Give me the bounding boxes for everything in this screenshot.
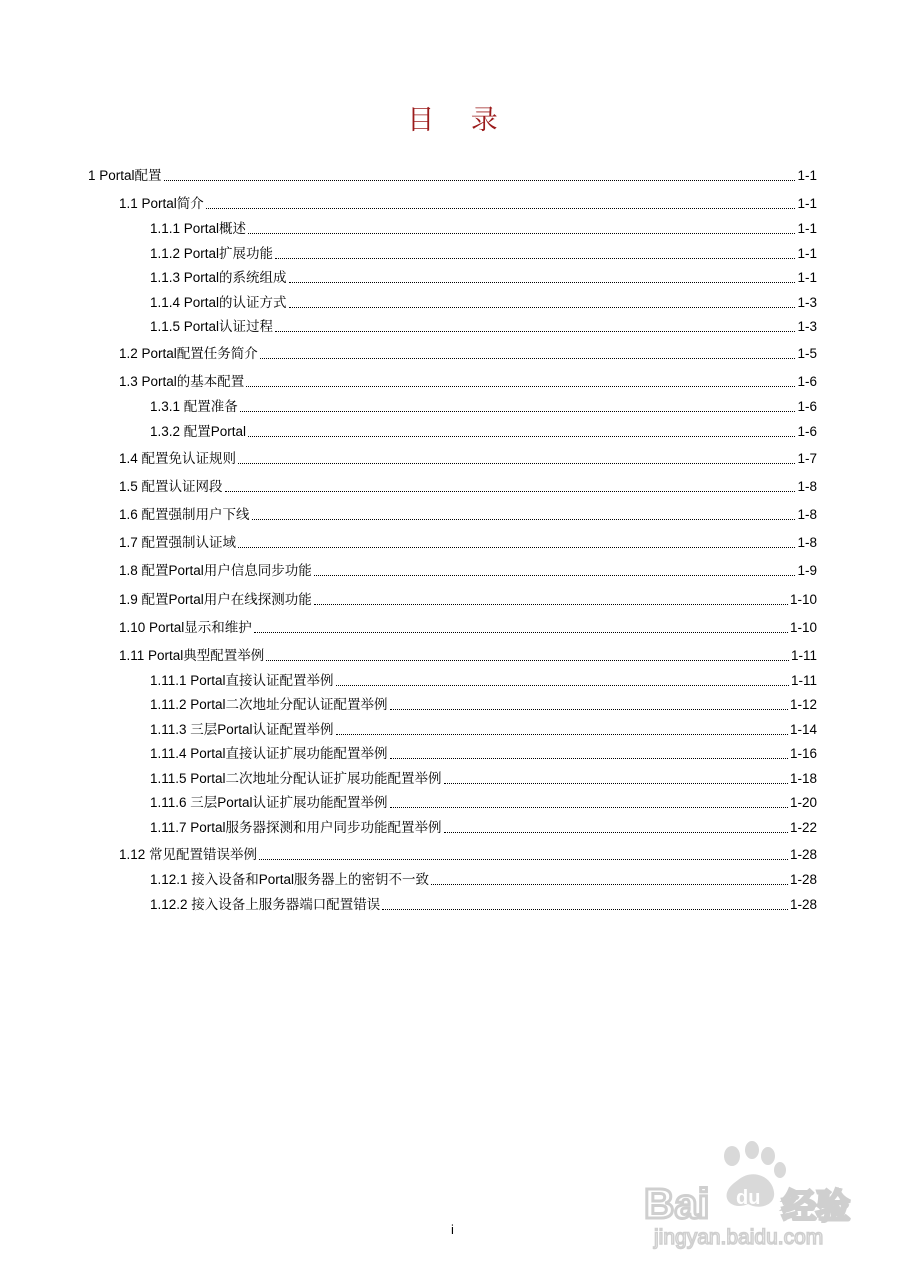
toc-entry-label: 1.3.2 配置Portal [150,424,247,439]
dot-leader [444,832,788,833]
toc-entry-label: 1.1.4 Portal的认证方式 [150,295,287,310]
toc-entry-label: 1.1.5 Portal认证过程 [150,319,274,334]
dot-leader [248,436,795,437]
toc-entry-page: 1-20 [789,795,817,810]
baidu-jingyan-watermark-logo [640,1140,860,1250]
toc-entry-label: 1.11.4 Portal直接认证扩展功能配置举例 [150,746,388,761]
dot-leader [238,463,795,464]
toc-entry[interactable] [150,819,817,837]
toc-entry-page: 1-3 [797,295,817,310]
toc-entry-page: 1-22 [789,820,817,835]
toc-entry-label: 1.11.7 Portal服务器探测和用户同步功能配置举例 [150,820,442,835]
toc-entry-page: 1-1 [797,196,817,211]
toc-entry[interactable] [150,423,817,441]
toc-entry[interactable] [119,478,817,496]
dot-leader [275,258,795,259]
toc-entry-page: 1-12 [789,697,817,712]
toc-entry[interactable] [150,896,817,914]
svg-text:Bai: Bai [644,1180,710,1227]
toc-entry-page: 1-6 [797,399,817,414]
svg-text:经验: 经验 [782,1188,850,1226]
toc-entry-page: 1-5 [797,346,817,361]
toc-entry-label: 1.3 Portal的基本配置 [119,374,245,389]
toc-entry-label: 1.8 配置Portal用户信息同步功能 [119,563,312,578]
dot-leader [390,807,788,808]
dot-leader [390,709,788,710]
toc-entry-page: 1-10 [789,592,817,607]
toc-entry-page: 1-8 [797,507,817,522]
dot-leader [240,411,796,412]
toc-entry[interactable] [119,647,817,665]
toc-entry-label: 1.11 Portal典型配置举例 [119,648,265,663]
toc-entry-label: 1.3.1 配置准备 [150,399,238,414]
toc-entry-label: 1.1.1 Portal概述 [150,221,247,236]
dot-leader [431,884,788,885]
dot-leader [254,632,788,633]
toc-entry-page: 1-18 [789,771,817,786]
toc-entry[interactable] [119,562,817,580]
toc-entry-page: 1-28 [789,897,817,912]
toc-entry-page: 1-1 [797,168,817,183]
toc-entry[interactable] [150,220,817,238]
toc-entry[interactable] [150,794,817,812]
toc-entry-label: 1.10 Portal显示和维护 [119,620,252,635]
toc-entry-label: 1.1.2 Portal扩展功能 [150,246,274,261]
dot-leader [289,307,796,308]
toc-entry[interactable] [119,619,817,637]
toc-entry[interactable] [119,591,817,609]
dot-leader [390,758,788,759]
toc-entry[interactable] [119,506,817,524]
toc-entry-page: 1-8 [797,479,817,494]
toc-entry-page: 1-1 [797,270,817,285]
dot-leader [206,208,796,209]
toc-entry-label: 1.12 常见配置错误举例 [119,847,258,862]
watermark-url: jingyan.baidu.com [654,1226,824,1249]
toc-entry-label: 1.5 配置认证网段 [119,479,223,494]
toc-entry[interactable] [150,398,817,416]
toc-entry[interactable] [150,871,817,889]
dot-leader [382,909,788,910]
toc-entry-label: 1.11.3 三层Portal认证配置举例 [150,722,334,737]
toc-entry[interactable] [150,672,817,690]
toc-entry-page: 1-28 [789,847,817,862]
toc-entry-label: 1.6 配置强制用户下线 [119,507,250,522]
toc-entry-label: 1.4 配置免认证规则 [119,451,237,466]
toc-entry-label: 1.7 配置强制认证域 [119,535,237,550]
dot-leader [314,604,788,605]
toc-entry-label: 1.11.2 Portal二次地址分配认证配置举例 [150,697,388,712]
toc-entry-page: 1-3 [797,319,817,334]
toc-entry[interactable] [119,195,817,213]
dot-leader [275,331,795,332]
toc-entry-page: 1-11 [790,673,817,688]
toc-entry-page: 1-1 [797,221,817,236]
toc-entry-label: 1.1 Portal简介 [119,196,204,211]
dot-leader [266,660,789,661]
toc-entry-page: 1-7 [797,451,817,466]
toc-entry-label: 1.12.1 接入设备和Portal服务器上的密钥不一致 [150,872,430,887]
toc-entry-page: 1-9 [797,563,817,578]
toc-entry-page: 1-14 [789,722,817,737]
toc-entry-label: 1.9 配置Portal用户在线探测功能 [119,592,312,607]
dot-leader [259,859,788,860]
toc-entry-page: 1-16 [789,746,817,761]
dot-leader [336,685,789,686]
dot-leader [252,519,796,520]
dot-leader [444,783,788,784]
toc-entry[interactable] [119,846,817,864]
toc-entry[interactable] [119,534,817,552]
dot-leader [246,386,795,387]
toc-entry[interactable] [150,721,817,739]
toc-entry-label: 1.12.2 接入设备上服务器端口配置错误 [150,897,381,912]
dot-leader [164,180,796,181]
toc-entry-label: 1.2 Portal配置任务简介 [119,346,258,361]
toc-entry[interactable] [150,770,817,788]
page-number: i [451,1222,454,1237]
toc-entry-label: 1.11.6 三层Portal认证扩展功能配置举例 [150,795,388,810]
toc-entry[interactable] [150,696,817,714]
dot-leader [289,282,796,283]
toc-entry-page: 1-6 [797,424,817,439]
toc-entry-page: 1-11 [790,648,817,663]
toc-entry-label: 1.11.5 Portal二次地址分配认证扩展功能配置举例 [150,771,442,786]
toc-entry[interactable] [150,269,817,287]
dot-leader [238,547,795,548]
toc-entry[interactable] [119,450,817,468]
dot-leader [260,358,796,359]
toc-entry-page: 1-6 [797,374,817,389]
dot-leader [225,491,796,492]
dot-leader [336,734,788,735]
toc-entry[interactable] [150,245,817,263]
toc-entry-page: 1-8 [797,535,817,550]
svg-text:du: du [736,1187,761,1209]
toc-entry[interactable] [150,318,817,336]
toc-entry[interactable] [150,294,817,312]
toc-entry-label: 1.11.1 Portal直接认证配置举例 [150,673,334,688]
toc-entry-page: 1-10 [789,620,817,635]
toc-entry-label: 1 Portal配置 [88,168,162,183]
toc-entry-label: 1.1.3 Portal的系统组成 [150,270,287,285]
page-title: 目 录 [407,105,512,136]
dot-leader [314,575,796,576]
toc-entry[interactable] [119,373,817,391]
toc-entry[interactable] [119,345,817,363]
toc-entry[interactable] [150,745,817,763]
toc-entry-page: 1-1 [797,246,817,261]
toc-entry[interactable] [88,167,817,185]
dot-leader [248,233,795,234]
toc-entry-page: 1-28 [789,872,817,887]
